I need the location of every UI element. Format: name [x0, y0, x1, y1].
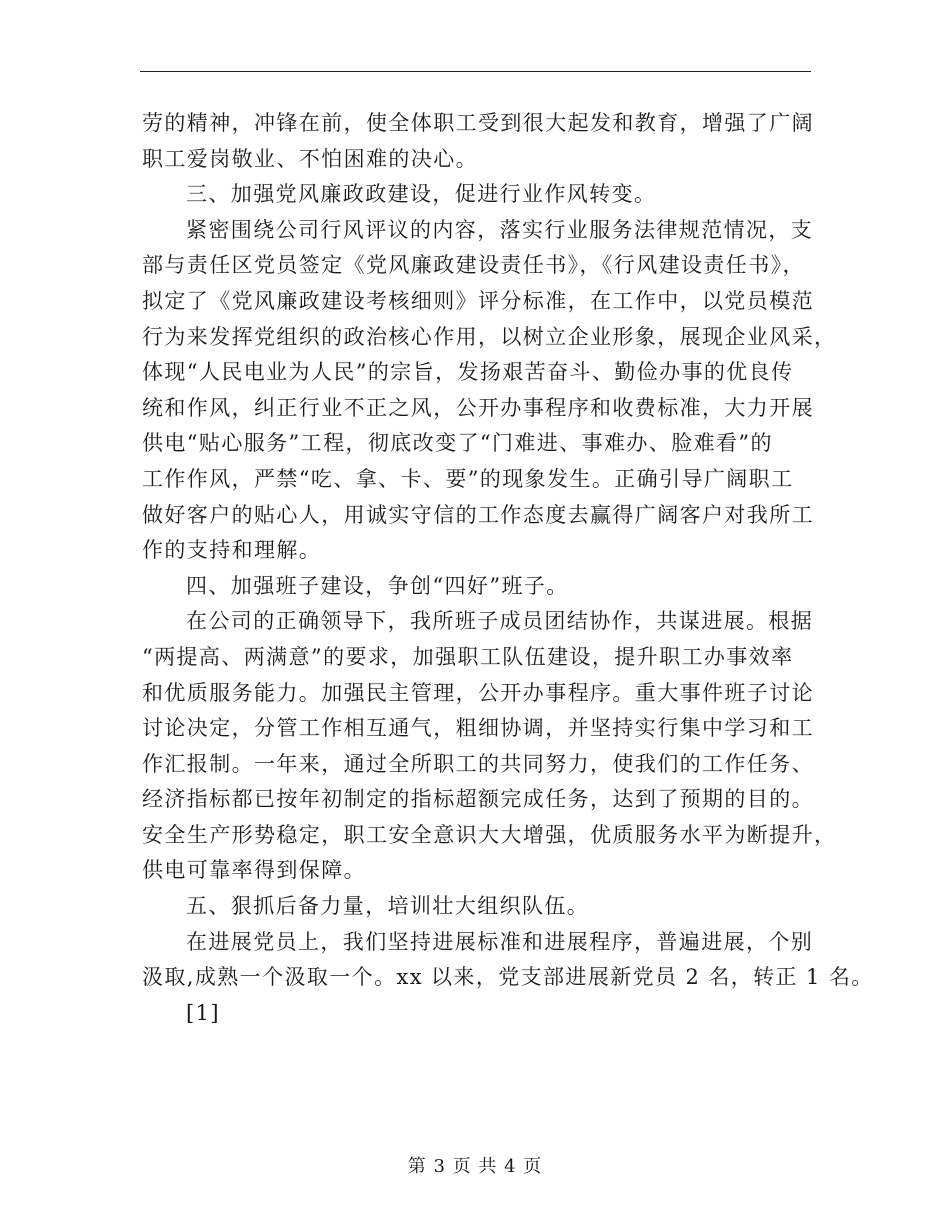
footnote-reference: [1] — [186, 1000, 220, 1025]
text-line: 紧密围绕公司行风评议的内容，落实行业服务法律规范情况，支 — [186, 217, 814, 242]
text-line: 安全生产形势稳定，职工安全意识大大增强，优质服务水平为断提升， — [142, 822, 837, 847]
text-line: 劳的精神，冲锋在前，使全体职工受到很大起发和教育，增强了广阔 — [142, 111, 814, 135]
section-heading: 三、加强党风廉政政建设，促进行业作风转变。 — [186, 182, 657, 207]
header-rule — [140, 71, 811, 72]
text-line: 做好客户的贴心人，用诚实守信的工作态度去赢得广阔客户对我所工 — [142, 502, 814, 527]
text-line: 职工爱岗敬业、不怕困难的决心。 — [142, 146, 478, 171]
section-heading: 四、加强班子建设，争创“四好”班子。 — [186, 573, 569, 598]
text-line: 行为来发挥党组织的政治核心作用，以树立企业形象，展现企业风采， — [142, 324, 837, 349]
document-body — [142, 106, 874, 1031]
text-line: 在进展党员上，我们坚持进展标准和进展程序，普遍进展，个别 — [186, 929, 814, 954]
text-line: 讨论决定，分管工作相互通气，粗细协调，并坚持实行集中学习和工 — [142, 716, 814, 741]
text-line: 工作作风，严禁“吃、拿、卡、要”的现象发生。正确引导广阔职工 — [142, 466, 794, 491]
text-line: 供电可靠率得到保障。 — [142, 858, 366, 883]
text-line: 供电“贴心服务”工程，彻底改变了“门难进、事难办、脸难看”的 — [142, 431, 773, 456]
section-heading: 五、狠抓后备力量，培训壮大组织队伍。 — [186, 894, 590, 919]
text-line: 部与责任区党员签定《党风廉政建设责任书》，《行风建设责任书》， — [142, 253, 805, 278]
text-line: 汲取,成熟一个汲取一个。xx 以来，党支部进展新党员 2 名，转正 1 名。 — [142, 965, 874, 990]
page-number: 第 3 页 共 4 页 — [407, 1156, 543, 1177]
text-line: 作的支持和理解。 — [142, 538, 322, 563]
text-line: 体现“人民电业为人民”的宗旨，发扬艰苦奋斗、勤俭办事的优良传 — [142, 360, 794, 385]
text-line: 和优质服务能力。加强民主管理，公开办事程序。重大事件班子讨论 — [142, 680, 814, 705]
text-line: 作汇报制。一年来，通过全所职工的共同努力，使我们的工作任务、 — [142, 751, 814, 776]
text-line: 在公司的正确领导下，我所班子成员团结协作，共谋进展。根据 — [186, 609, 814, 634]
text-line: 拟定了《党风廉政建设考核细则》评分标准，在工作中，以党员模范 — [142, 288, 814, 313]
text-line: 经济指标都已按年初制定的指标超额完成任务，达到了预期的目的。 — [142, 787, 814, 812]
text-line: 统和作风，纠正行业不正之风，公开办事程序和收费标准，大力开展 — [142, 395, 814, 420]
text-line: “两提高、两满意”的要求，加强职工队伍建设，提升职工办事效率 — [142, 644, 794, 669]
